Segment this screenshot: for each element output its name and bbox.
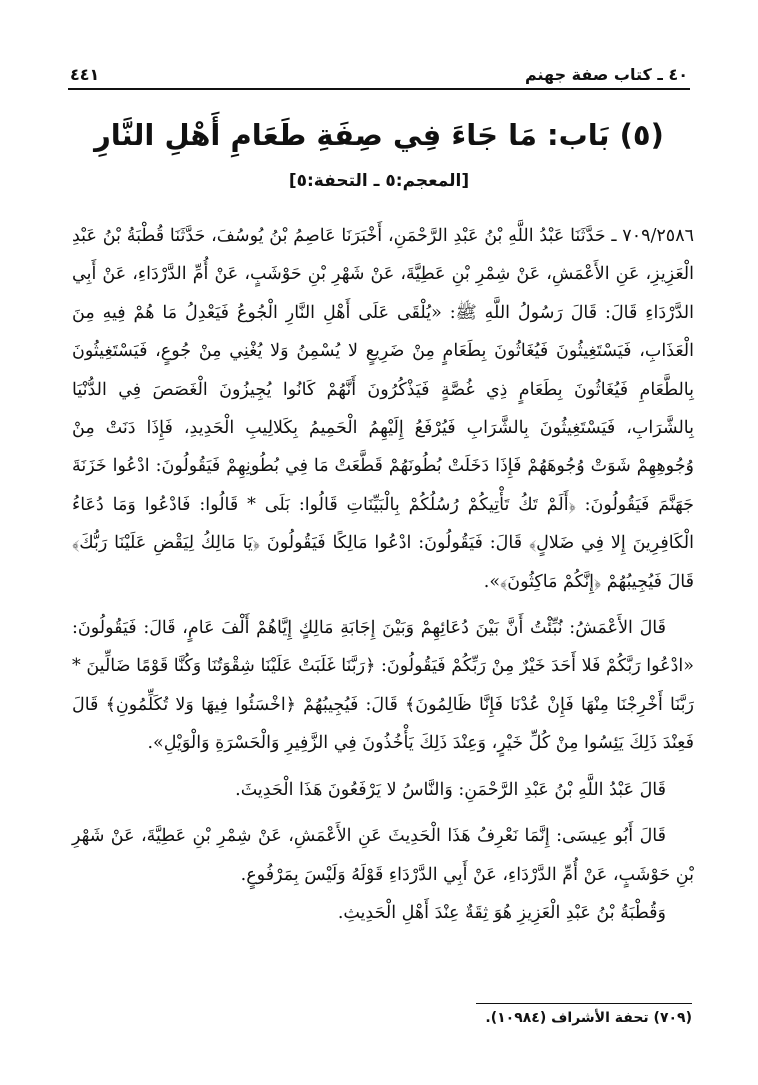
hadith-paragraph: ٧٠٩/٢٥٨٦ ـ حَدَّثَنَا عَبْدُ اللَّهِ بْنُ عَبْدِ الرَّحْمَنِ، أَخْبَرَنَا عَاصِمُ بْنُ يُوسُفَ، حَدَّثَنَا قُطْبَةُ بْنُ عَبْدِ الْعَزِيزِ، عَنِ الأَعْمَشِ، عَنْ شِمْرِ بْنِ عَطِيَّةَ، عَنْ شَهْرِ بْنِ حَوْشَبٍ، عَنْ أُمِّ الدَّرْدَاءِ، عَنْ أَبِي الدَّرْدَاءِ قَالَ: قَالَ رَسُولُ اللَّهِ ﷺ: «يُلْقَى عَلَى أَهْلِ النَّارِ الْجُوعُ فَيَعْدِلُ مَا هُمْ فِيهِ مِنَ الْعَذَابِ، فَيَسْتَغِيثُونَ فَيُغَاثُونَ بِطَعَامٍ مِنْ ضَرِيعٍ لا يُسْمِنُ وَلا يُغْنِي مِنْ جُوعٍ، فَيَسْتَغِيثُونَ بِالطَّعَامِ فَيُغَاثُونَ بِطَعَامٍ ذِي غُصَّةٍ فَيَذْكُرُونَ أَنَّهُمْ كَانُوا يُجِيزُونَ الْغَصَصَ فِي الدُّنْيَا بِالشَّرَابِ، فَيَسْتَغِيثُونَ بِالشَّرَابِ فَيُرْفَعُ إِلَيْهِمُ الْحَمِيمُ بِكَلالِيبِ الْحَدِيدِ، فَإِذَا دَنَتْ مِنْ وُجُوهِهِمْ شَوَتْ وُجُوهَهُمْ فَإِذَا دَخَلَتْ بُطُونَهُمْ قَطَّعَتْ مَا فِي بُطُونِهِمْ فَيَقُولُونَ: ادْعُوا خَزَنَةَ جَهَنَّمَ فَيَقُولُونَ: ﴿أَلَمْ تَكُ تَأْتِيكُمْ رُسُلُكُمْ بِالْبَيِّنَاتِ قَالُوا: بَلَى * قَالُوا: فَادْعُوا وَمَا دُعَاءُ الْكَافِرِينَ إِلا فِي ضَلالٍ﴾ قَالَ: فَيَقُولُونَ: ادْعُوا مَالِكًا فَيَقُولُونَ ﴿يَا مَالِكُ لِيَقْضِ عَلَيْنَا رَبُّكَ﴾ قَالَ فَيُجِيبُهُمْ ﴿إِنَّكُمْ مَاكِثُونَ﴾». bbox=[72, 226, 694, 592]
chapter-title: (٥) بَاب: مَا جَاءَ فِي صِفَةِ طَعَامِ أَهْلِ النَّارِ bbox=[94, 118, 664, 152]
main-text bbox=[72, 217, 694, 932]
footnote: (٧٠٩) تحفة الأشراف (١٠٩٨٤). bbox=[485, 1010, 692, 1026]
header-divider bbox=[68, 88, 690, 90]
chapter-reference: [المعجم:٥ ـ التحفة:٥] bbox=[288, 171, 470, 191]
commentary-paragraph: قَالَ أَبُو عِيسَى: إِنَّمَا نَعْرِفُ هَذَا الْحَدِيثَ عَنِ الأَعْمَشِ، عَنْ شِمْرِ بْنِ عَطِيَّةَ، عَنْ شَهْرِ بْنِ حَوْشَبٍ، عَنْ أُمِّ الدَّرْدَاءِ، عَنْ أَبِي الدَّرْدَاءِ قَوْلَهُ وَلَيْسَ بِمَرْفُوعٍ. bbox=[72, 826, 694, 885]
page-header bbox=[70, 62, 688, 86]
footnote-divider bbox=[476, 1003, 692, 1004]
commentary-paragraph: قَالَ عَبْدُ اللَّهِ بْنُ عَبْدِ الرَّحْمَنِ: وَالنَّاسُ لا يَرْفَعُونَ هَذَا الْحَدِيثَ. bbox=[235, 779, 666, 800]
commentary-paragraph: وَقُطْبَةُ بْنُ عَبْدِ الْعَزِيزِ هُوَ ثِقَةٌ عِنْدَ أَهْلِ الْحَدِيثِ. bbox=[337, 902, 666, 923]
page-number: ٤٤١ bbox=[70, 64, 100, 84]
running-title: ٤٠ ـ كتاب صفة جهنم bbox=[524, 64, 688, 84]
commentary-paragraph: قَالَ الأَعْمَشُ: نُبِّئْتُ أَنَّ بَيْنَ دُعَائِهِمْ وَبَيْنَ إِجَابَةِ مَالِكٍ إِيَّاهُمْ أَلْفَ عَامٍ، قَالَ: فَيَقُولُونَ: «ادْعُوا رَبَّكُمْ فَلا أَحَدَ خَيْرٌ مِنْ رَبِّكُمْ فَيَقُولُونَ: ﴿رَبَّنَا غَلَبَتْ عَلَيْنَا شِقْوَتُنَا وَكُنَّا قَوْمًا ضَالِّينَ * رَبَّنَا أَخْرِجْنَا مِنْهَا فَإِنْ عُدْنَا فَإِنَّا ظَالِمُونَ﴾ قَالَ: فَيُجِيبُهُمْ ﴿اخْسَئُوا فِيهَا وَلا تُكَلِّمُونِ﴾ قَالَ فَعِنْدَ ذَلِكَ يَئِسُوا مِنْ كُلِّ خَيْرٍ، وَعِنْدَ ذَلِكَ يَأْخُذُونَ فِي الزَّفِيرِ وَالْحَسْرَةِ وَالْوَيْلِ». bbox=[72, 618, 694, 754]
